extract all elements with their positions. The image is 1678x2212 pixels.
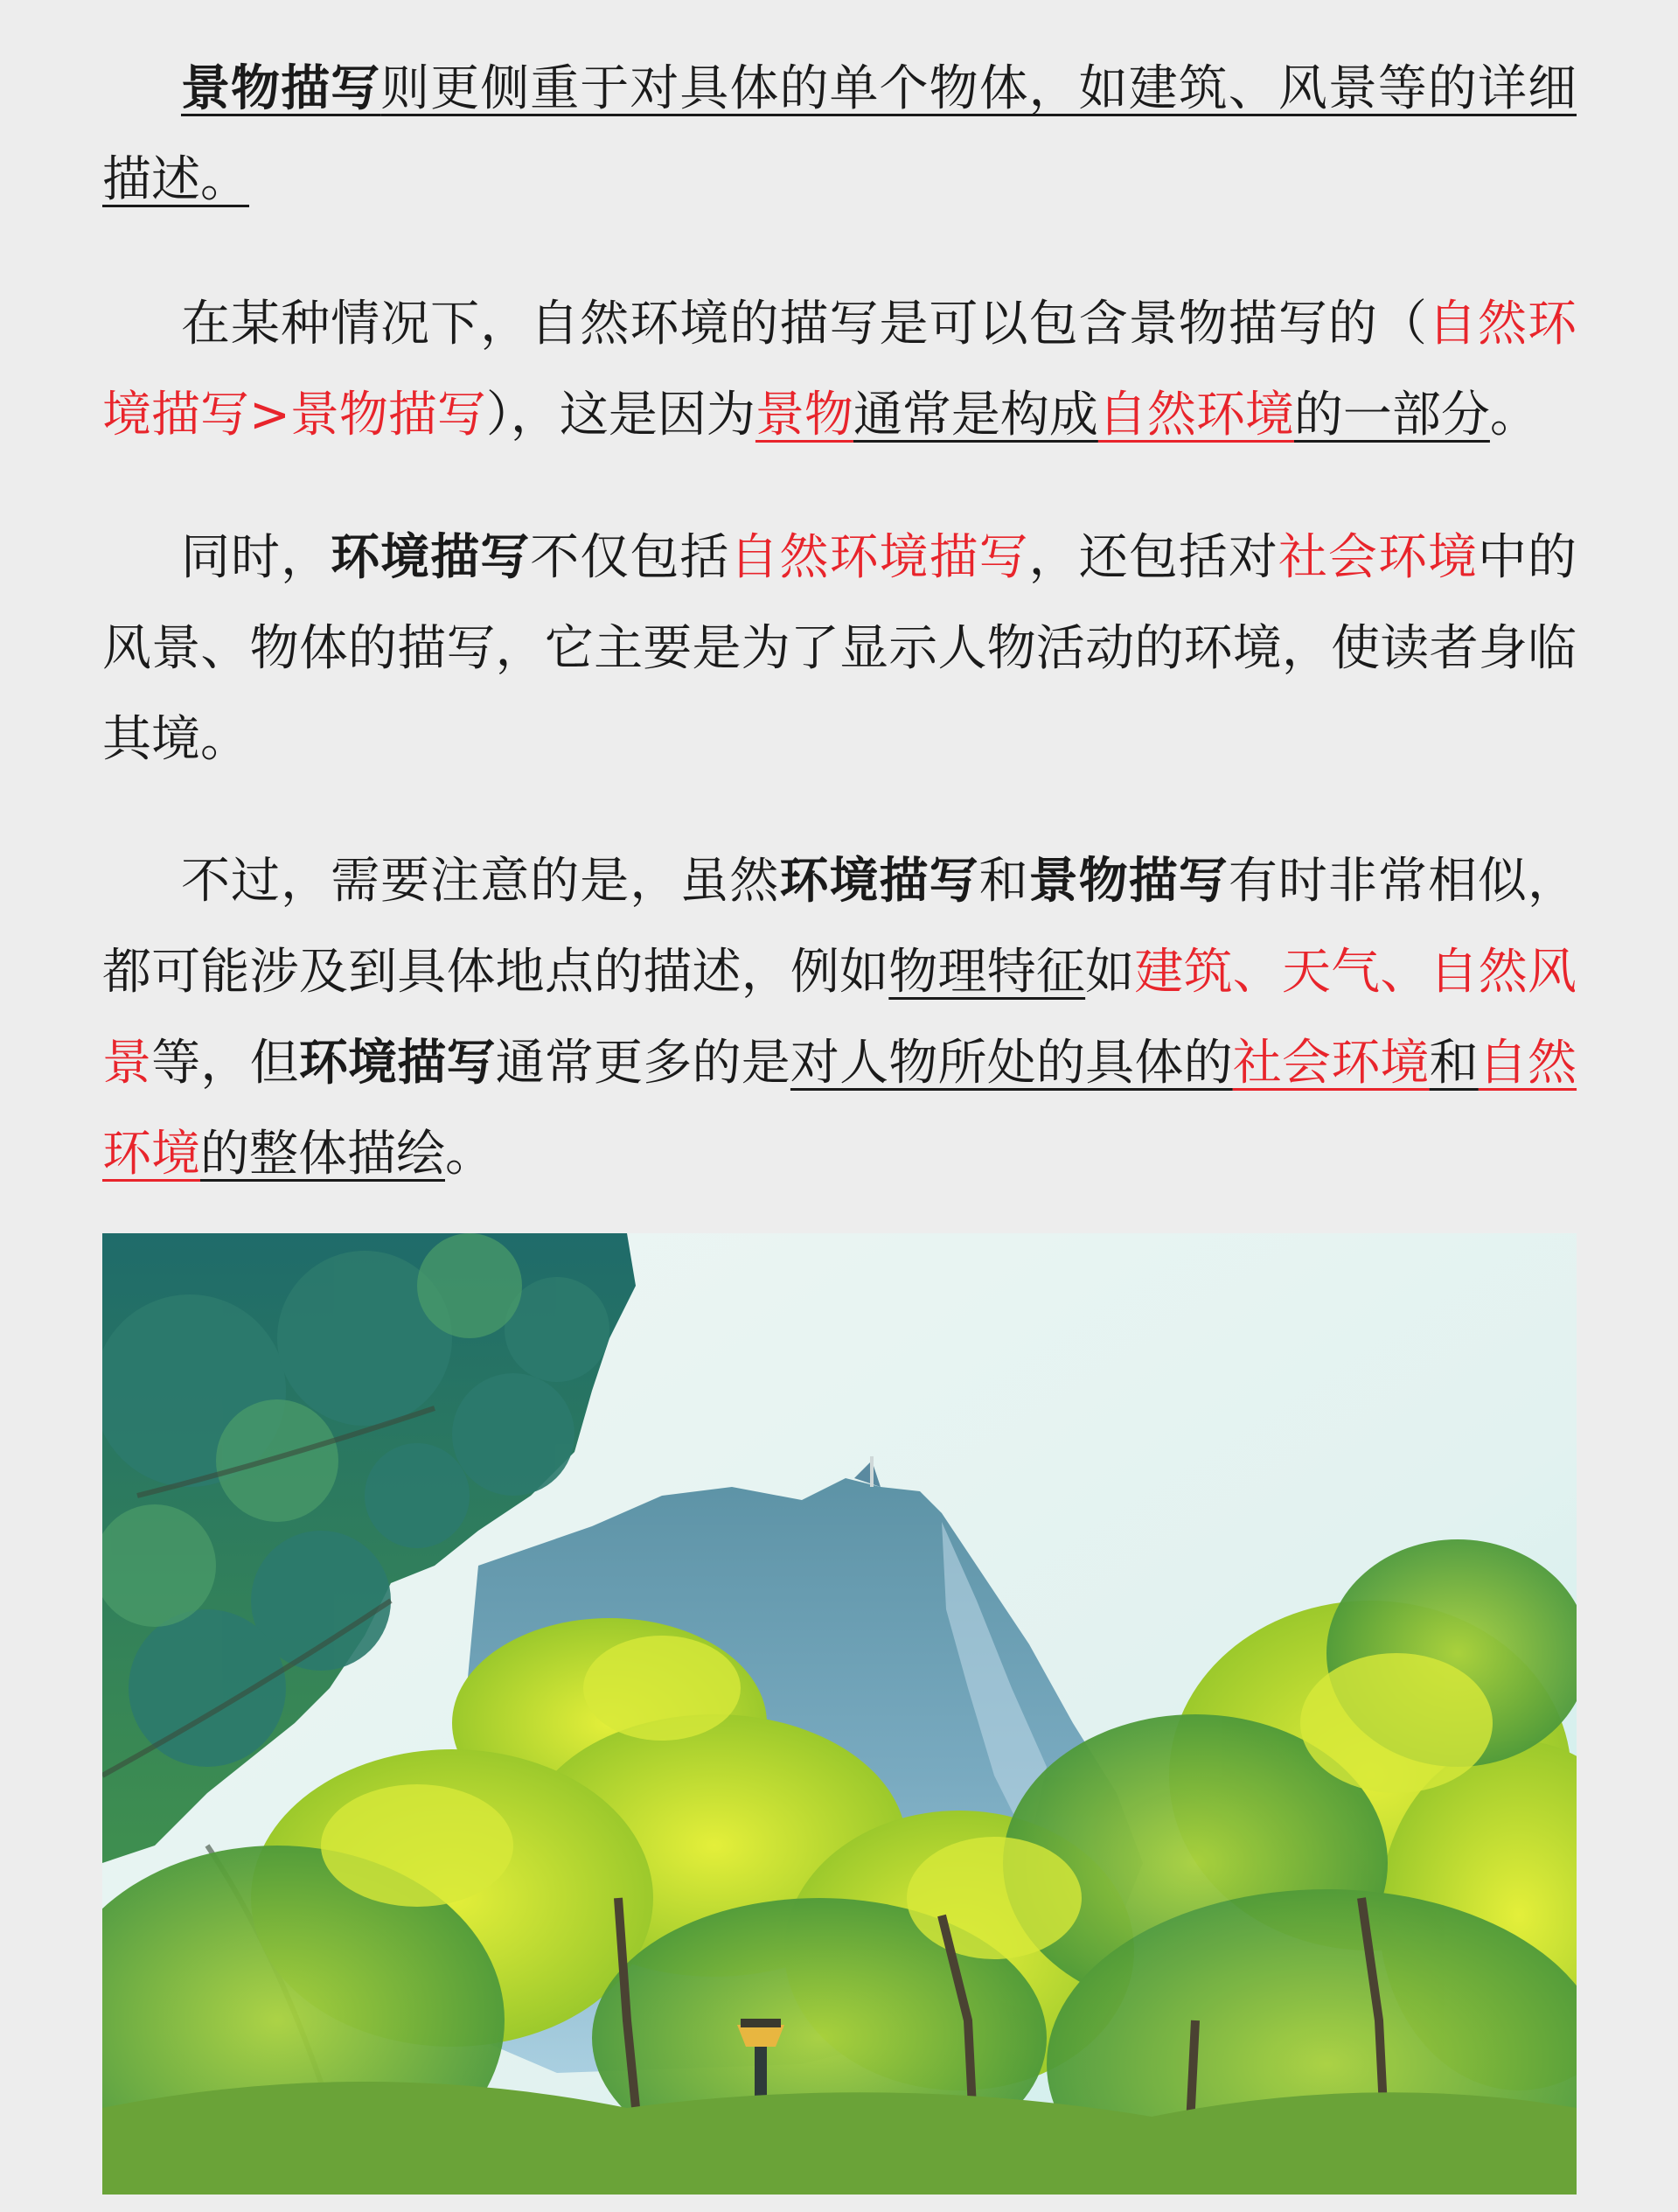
highlight-natural-environment: 自然环境 bbox=[102, 1035, 1577, 1183]
term-environment-description: 环境描写 bbox=[779, 853, 979, 910]
text-segment: 的一部分 bbox=[1293, 387, 1490, 443]
text-segment: 等，但 bbox=[151, 1035, 299, 1092]
term-environment-description: 环境描写 bbox=[331, 529, 531, 586]
underlined-text: 对人物所处的具体的 bbox=[790, 1035, 1233, 1092]
highlight-natural-environment-description: 自然环境描写 bbox=[729, 529, 1029, 586]
term-environment-description: 环境描写 bbox=[298, 1035, 496, 1092]
paragraph-natural-environment bbox=[102, 279, 1577, 461]
text-segment: ），这是因为 bbox=[485, 387, 755, 443]
paragraph-note bbox=[102, 836, 1577, 1200]
text-segment: 则更侧重于对具体的单个物体，如建筑、风景等的详细描述。 bbox=[102, 60, 1577, 208]
paragraph-environment-description bbox=[102, 513, 1577, 785]
paragraph-scenery-description bbox=[102, 44, 1577, 226]
text-segment: 同时， bbox=[181, 529, 331, 586]
text-segment: 通常是构成 bbox=[853, 387, 1098, 443]
underlined-physical-features: 物理特征 bbox=[888, 944, 1086, 1001]
term-scenery-description: 景物描写 bbox=[181, 60, 381, 117]
landscape-photo bbox=[102, 1233, 1577, 2195]
term-scenery-description: 景物描写 bbox=[1028, 853, 1229, 910]
highlight-scenery: 景物 bbox=[755, 387, 853, 443]
text-segment: 。 bbox=[445, 1126, 494, 1183]
text-segment: 不过，需要注意的是，虽然 bbox=[181, 853, 780, 910]
text-segment: 在某种情况下，自然环境的描写是可以包含景物描写的（ bbox=[181, 296, 1428, 352]
text-segment: 不仅包括 bbox=[530, 529, 730, 586]
highlight-social-environment: 社会环境 bbox=[1232, 1035, 1430, 1092]
underlined-text: 的整体描绘 bbox=[200, 1126, 445, 1183]
text-segment: 如 bbox=[1085, 944, 1135, 1001]
highlight-comparison: 自然环境描写>景物描写 bbox=[102, 296, 1577, 443]
text-segment: 有时非常相似，都可能涉及到具体地点的描述，例如 bbox=[102, 853, 1577, 1001]
highlight-natural-environment: 自然环境 bbox=[1097, 387, 1294, 443]
text-segment: 通常更多的是 bbox=[495, 1035, 790, 1092]
text-segment: 。 bbox=[1489, 387, 1539, 443]
text-segment: 和 bbox=[978, 853, 1029, 910]
underlined-text: 和 bbox=[1429, 1035, 1479, 1092]
highlight-social-environment: 社会环境 bbox=[1278, 529, 1479, 586]
highlight-examples: 建筑、天气、自然风景 bbox=[102, 944, 1577, 1092]
text-segment: 中的风景、物体的描写，它主要是为了显示人物活动的环境，使读者身临其境。 bbox=[102, 529, 1577, 768]
text-segment: ，还包括对 bbox=[1028, 529, 1278, 586]
